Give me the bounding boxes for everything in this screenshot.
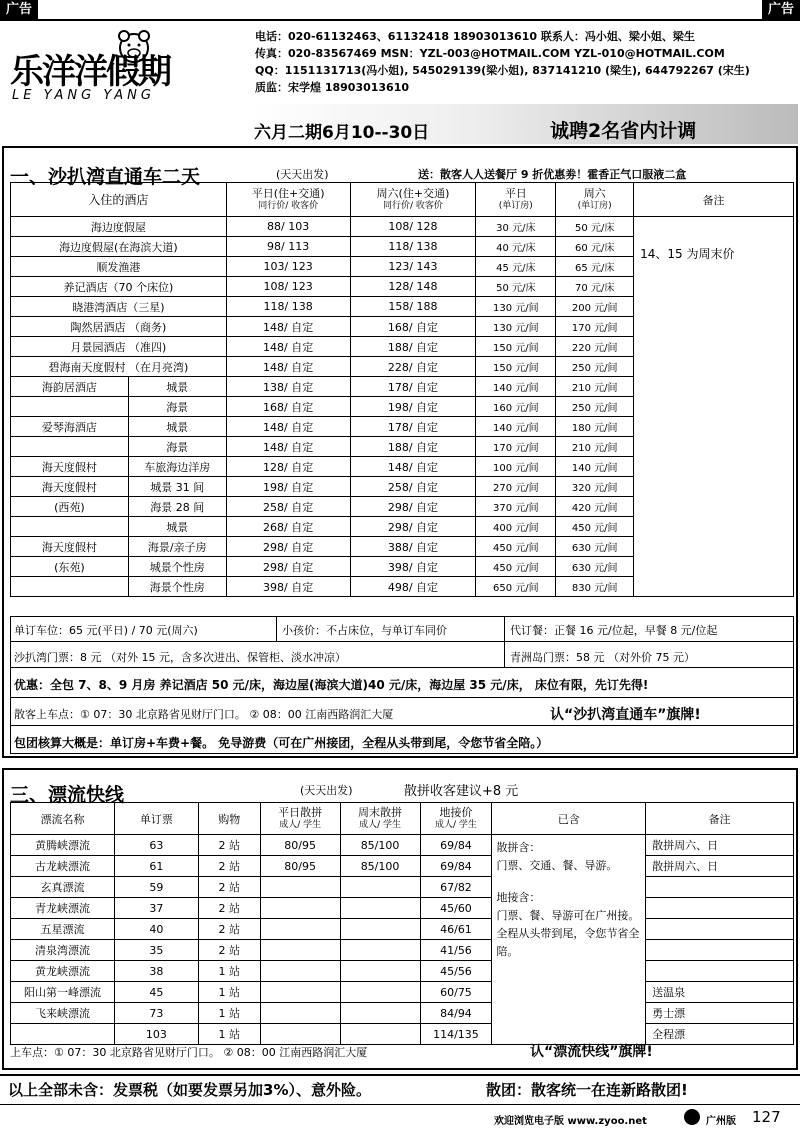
weekday-price xyxy=(260,961,340,982)
saturday-price: 258/ 自定 xyxy=(350,477,476,497)
rafting-remark xyxy=(646,898,794,919)
weekend-price: 85/100 xyxy=(340,856,420,877)
h3-name: 漂流名称 xyxy=(11,803,115,835)
saturday-room-price: 450 元/间 xyxy=(556,517,634,537)
rafting-remark xyxy=(646,877,794,898)
header-wd-room-main: 平日 xyxy=(504,186,527,200)
saturday-room-price: 210 元/间 xyxy=(556,377,634,397)
header-weekday-main: 平日(住+交通) xyxy=(251,186,325,200)
h3-local-sub: 成人/ 学生 xyxy=(435,819,477,830)
saturday-room-price: 420 元/间 xyxy=(556,497,634,517)
logo-en: LE YANG YANG xyxy=(12,88,155,103)
weekday-room-price: 45 元/床 xyxy=(476,257,556,277)
note-discount: 优惠：全包 7、8、9 月房 养记酒店 50 元/床，海边屋(海滨大道)40 元/床，海边屋 35 元/床， 床位有限，先订先得! xyxy=(14,678,649,692)
included-items xyxy=(492,835,646,1045)
weekday-room-price: 50 元/床 xyxy=(476,277,556,297)
hotel-name: 海天度假村 xyxy=(11,477,129,497)
weekday-price xyxy=(260,877,340,898)
saturday-room-price: 200 元/间 xyxy=(556,297,634,317)
h3-local xyxy=(420,803,492,835)
rafting-remark xyxy=(646,961,794,982)
saturday-price: 148/ 自定 xyxy=(350,457,476,477)
room-type: 城景个性房 xyxy=(128,557,226,577)
saturday-price: 198/ 自定 xyxy=(350,397,476,417)
weekday-room-price: 450 元/间 xyxy=(476,537,556,557)
edition-text: 广州版 xyxy=(706,1116,736,1127)
saturday-room-price: 320 元/间 xyxy=(556,477,634,497)
hotel-name: 陶然居酒店 （商务) xyxy=(11,317,227,337)
room-type: 海景 xyxy=(128,437,226,457)
saturday-price: 123/ 143 xyxy=(350,257,476,277)
saturday-price: 158/ 188 xyxy=(350,297,476,317)
header-remark: 备注 xyxy=(634,183,794,217)
weekday-room-price: 400 元/间 xyxy=(476,517,556,537)
contact-quality: 质监：宋学煌 18903013610 xyxy=(255,81,410,94)
rafting-pickup: 上车点：① 07：30 北京路省见财厅门口。 ② 08：00 江南西路润汇大厦 xyxy=(10,1046,368,1059)
rafting-remark: 勇士漂 xyxy=(646,1003,794,1024)
hotel-name: 养记酒店（70 个床位) xyxy=(11,277,227,297)
rafting-row xyxy=(11,1024,794,1045)
saturday-room-price: 140 元/间 xyxy=(556,457,634,477)
rafting-row xyxy=(11,835,794,856)
weekday-room-price: 40 元/床 xyxy=(476,237,556,257)
hotel-name xyxy=(11,397,129,417)
note-pickup: 散客上车点：① 07：30 北京路省见财厅门口。 ② 08：00 江南西路润汇大厦 xyxy=(14,708,394,721)
weekend-price xyxy=(340,1003,420,1024)
weekday-price: 118/ 138 xyxy=(226,297,350,317)
weekday-price: 98/ 113 xyxy=(226,237,350,257)
weekday-price: 398/ 自定 xyxy=(226,577,350,597)
header-saturday xyxy=(350,183,476,217)
section3-title: 三、漂流快线 xyxy=(10,784,125,806)
saturday-price: 228/ 自定 xyxy=(350,357,476,377)
local-price: 45/60 xyxy=(420,898,492,919)
header-weekday xyxy=(226,183,350,217)
rafting-name: 黄腾峡漂流 xyxy=(11,835,115,856)
rafting-row xyxy=(11,856,794,877)
rafting-remark: 散拼周六、日 xyxy=(646,835,794,856)
rafting-remark xyxy=(646,919,794,940)
contact-block xyxy=(255,28,750,96)
rafting-remark xyxy=(646,940,794,961)
edition-circle-icon xyxy=(684,1109,700,1125)
top-rule xyxy=(0,19,800,21)
rafting-name: 清泉湾漂流 xyxy=(11,940,115,961)
note-ticket: 沙扒湾门票：8 元 （对外 15 元，含多次进出、保管柜、淡水冲凉） xyxy=(14,651,346,664)
saturday-room-price: 210 元/间 xyxy=(556,437,634,457)
rafting-name: 青龙峡漂流 xyxy=(11,898,115,919)
saturday-price: 188/ 自定 xyxy=(350,337,476,357)
rafting-row xyxy=(11,961,794,982)
rafting-price-table xyxy=(10,802,794,1045)
room-type: 城景 xyxy=(128,517,226,537)
weekday-room-price: 370 元/间 xyxy=(476,497,556,517)
shopping-stops: 2 站 xyxy=(198,877,260,898)
weekday-room-price: 650 元/间 xyxy=(476,577,556,597)
header-sat-room-main: 周六 xyxy=(583,186,606,200)
local-price: 41/56 xyxy=(420,940,492,961)
saturday-room-price: 830 元/间 xyxy=(556,577,634,597)
weekday-price: 268/ 自定 xyxy=(226,517,350,537)
weekday-price: 298/ 自定 xyxy=(226,537,350,557)
hotel-name: (西苑) xyxy=(11,497,129,517)
weekday-room-price: 140 元/间 xyxy=(476,417,556,437)
rafting-name: 阳山第一峰漂流 xyxy=(11,982,115,1003)
weekday-price xyxy=(260,919,340,940)
shopping-stops: 2 站 xyxy=(198,940,260,961)
hotel-row xyxy=(11,217,794,237)
saturday-room-price: 250 元/间 xyxy=(556,357,634,377)
weekend-price xyxy=(340,919,420,940)
hotel-name: 碧海南天度假村 （在月亮湾) xyxy=(11,357,227,377)
incl-text-2: 门票、餐、导游可在广州接。全程从头带到尾，令您节省全陪。 xyxy=(496,909,640,958)
saturday-room-price: 180 元/间 xyxy=(556,417,634,437)
hotel-name: 海边度假屋 xyxy=(11,217,227,237)
room-type: 城景 xyxy=(128,377,226,397)
rafting-name: 古龙峡漂流 xyxy=(11,856,115,877)
room-type: 海景 28 间 xyxy=(128,497,226,517)
single-ticket: 45 xyxy=(114,982,198,1003)
header-weekday-sub: 同行价/ 收客价 xyxy=(258,200,319,211)
saturday-room-price: 50 元/床 xyxy=(556,217,634,237)
room-type: 城景 xyxy=(128,417,226,437)
weekday-price: 80/95 xyxy=(260,835,340,856)
incl-text-1: 门票、交通、餐、导游。 xyxy=(496,859,618,872)
saturday-price: 388/ 自定 xyxy=(350,537,476,557)
saturday-room-price: 70 元/床 xyxy=(556,277,634,297)
shopping-stops: 1 站 xyxy=(198,1003,260,1024)
saturday-price: 298/ 自定 xyxy=(350,517,476,537)
h3-weekend xyxy=(340,803,420,835)
local-price: 45/56 xyxy=(420,961,492,982)
shopping-stops: 2 站 xyxy=(198,898,260,919)
h3-weekend-sub: 成人/ 学生 xyxy=(359,819,401,830)
footer-left: 以上全部未含：发票税（如要发票另加3%）、意外险。 xyxy=(8,1081,371,1099)
divider xyxy=(504,642,505,668)
h3-weekday-sub: 成人/ 学生 xyxy=(279,819,322,830)
weekday-room-price: 130 元/间 xyxy=(476,297,556,317)
note-meal: 代订餐：正餐 16 元/位起，早餐 8 元/位起 xyxy=(510,624,718,637)
hotel-name: 晓港湾酒店（三星) xyxy=(11,297,227,317)
weekend-price xyxy=(340,877,420,898)
period-banner xyxy=(250,104,798,144)
contact-phone: 电话：020-61132463、61132418 18903013610 联系人：冯小姐、梁小姐、梁生 xyxy=(255,30,695,43)
rafting-row xyxy=(11,982,794,1003)
incl-title-2: 地接含： xyxy=(496,891,541,904)
single-ticket: 40 xyxy=(114,919,198,940)
header-weekday-room xyxy=(476,183,556,217)
weekday-price xyxy=(260,982,340,1003)
contact-fax: 传真：020-83567469 MSN：YZL-003@HOTMAIL.COM YZL-010@HOTMAIL.COM xyxy=(255,47,725,60)
saturday-room-price: 60 元/床 xyxy=(556,237,634,257)
rafting-row xyxy=(11,1003,794,1024)
note-qingzhou: 青洲岛门票：58 元 （对外价 75 元） xyxy=(510,651,695,664)
company-logo xyxy=(6,26,246,126)
weekday-room-price: 160 元/间 xyxy=(476,397,556,417)
weekend-price: 85/100 xyxy=(340,835,420,856)
saturday-price: 168/ 自定 xyxy=(350,317,476,337)
rafting-row xyxy=(11,877,794,898)
logo-text: 乐洋洋假期 xyxy=(10,52,170,92)
rafting-row xyxy=(11,898,794,919)
single-ticket: 37 xyxy=(114,898,198,919)
hotel-name xyxy=(11,437,129,457)
ad-tag-left: 广告 xyxy=(0,0,38,20)
weekday-price: 148/ 自定 xyxy=(226,437,350,457)
section-promo: 送：散客人人送餐厅 9 折优惠劵！霍香正气口服液二盒 xyxy=(418,168,687,181)
page-footer-bar xyxy=(0,1104,800,1130)
section-shabawan xyxy=(2,146,798,758)
divider xyxy=(504,616,505,642)
rafting-row xyxy=(11,919,794,940)
h3-weekday-main: 平日散拼 xyxy=(278,805,323,819)
saturday-price: 398/ 自定 xyxy=(350,557,476,577)
single-ticket: 63 xyxy=(114,835,198,856)
hotel-name: 顺发渔港 xyxy=(11,257,227,277)
weekday-price: 198/ 自定 xyxy=(226,477,350,497)
saturday-room-price: 170 元/间 xyxy=(556,317,634,337)
weekend-price xyxy=(340,961,420,982)
weekday-room-price: 130 元/间 xyxy=(476,317,556,337)
rafting-name: 玄真漂流 xyxy=(11,877,115,898)
h3-single: 单订票 xyxy=(114,803,198,835)
h3-remark: 备注 xyxy=(646,803,794,835)
weekday-price: 88/ 103 xyxy=(226,217,350,237)
rafting-remark: 散拼周六、日 xyxy=(646,856,794,877)
weekday-room-price: 30 元/床 xyxy=(476,217,556,237)
saturday-room-price: 65 元/床 xyxy=(556,257,634,277)
weekday-room-price: 140 元/间 xyxy=(476,377,556,397)
footer-exclusions xyxy=(0,1074,800,1102)
weekday-room-price: 170 元/间 xyxy=(476,437,556,457)
weekday-price: 148/ 自定 xyxy=(226,357,350,377)
single-ticket: 38 xyxy=(114,961,198,982)
header-saturday-room xyxy=(556,183,634,217)
weekday-price xyxy=(260,940,340,961)
rafting-row xyxy=(11,940,794,961)
weekday-price: 103/ 123 xyxy=(226,257,350,277)
single-ticket: 59 xyxy=(114,877,198,898)
single-ticket: 35 xyxy=(114,940,198,961)
room-type: 海景 xyxy=(128,397,226,417)
hotel-name xyxy=(11,517,129,537)
header-wd-room-sub: (单订房) xyxy=(498,200,533,211)
h3-local-main: 地接价 xyxy=(439,805,473,819)
section-frequency: (天天出发) xyxy=(276,168,329,181)
saturday-price: 188/ 自定 xyxy=(350,437,476,457)
hotel-name: 月景园酒店 （准四) xyxy=(11,337,227,357)
rafting-name: 五星漂流 xyxy=(11,919,115,940)
weekend-price xyxy=(340,940,420,961)
weekday-price: 168/ 自定 xyxy=(226,397,350,417)
shopping-stops: 1 站 xyxy=(198,961,260,982)
weekday-price xyxy=(260,1003,340,1024)
footer-right: 散团：散客统一在连新路散团! xyxy=(486,1081,688,1099)
h3-included: 已含 xyxy=(492,803,646,835)
room-type: 海景/亲子房 xyxy=(128,537,226,557)
weekday-price xyxy=(260,1024,340,1045)
section-title: 一、沙扒湾直通车二天 xyxy=(10,166,201,188)
saturday-price: 178/ 自定 xyxy=(350,377,476,397)
weekday-price: 80/95 xyxy=(260,856,340,877)
weekend-price xyxy=(340,1024,420,1045)
rafting-flag: 认“漂流快线”旗牌! xyxy=(530,1044,653,1060)
weekday-room-price: 450 元/间 xyxy=(476,557,556,577)
saturday-price: 128/ 148 xyxy=(350,277,476,297)
saturday-price: 498/ 自定 xyxy=(350,577,476,597)
shopping-stops: 2 站 xyxy=(198,835,260,856)
hotel-price-table xyxy=(10,182,794,597)
hotel-name: 海天度假村 xyxy=(11,537,129,557)
local-price: 67/82 xyxy=(420,877,492,898)
shopping-stops: 2 站 xyxy=(198,856,260,877)
hotel-name: 海边度假屋(在海滨大道) xyxy=(11,237,227,257)
note-bundle: 包团核算大概是：单订房+车费+餐。 免导游费（可在广州接团，全程从头带到尾，令您节省全陪。） xyxy=(14,736,549,750)
rafting-name xyxy=(11,1024,115,1045)
saturday-price: 178/ 自定 xyxy=(350,417,476,437)
weekday-price xyxy=(260,898,340,919)
hotel-name: 海韵居酒店 xyxy=(11,377,129,397)
single-ticket: 73 xyxy=(114,1003,198,1024)
header-sat-room-sub: (单订房) xyxy=(577,200,612,211)
weekday-room-price: 100 元/间 xyxy=(476,457,556,477)
weekday-room-price: 150 元/间 xyxy=(476,357,556,377)
rafting-remark: 全程漂 xyxy=(646,1024,794,1045)
local-price: 84/94 xyxy=(420,1003,492,1024)
weekend-price xyxy=(340,982,420,1003)
incl-title-1: 散拼含： xyxy=(496,841,541,854)
weekday-price: 148/ 自定 xyxy=(226,337,350,357)
weekday-price: 128/ 自定 xyxy=(226,457,350,477)
note-child: 小孩价：不占床位，与单订车同价 xyxy=(282,624,447,637)
rafting-name: 飞来峡漂流 xyxy=(11,1003,115,1024)
local-price: 114/135 xyxy=(420,1024,492,1045)
weekday-price: 258/ 自定 xyxy=(226,497,350,517)
weekday-price: 108/ 123 xyxy=(226,277,350,297)
shopping-stops: 2 站 xyxy=(198,919,260,940)
hotel-name: (东苑) xyxy=(11,557,129,577)
website-text: 欢迎浏览电子版 www.zyoo.net xyxy=(494,1116,647,1127)
weekday-price: 148/ 自定 xyxy=(226,417,350,437)
saturday-room-price: 630 元/间 xyxy=(556,557,634,577)
contact-qq: QQ：1151131713(冯小姐), 545029139(梁小姐), 837141210 (梁生), 644792267 (宋生) xyxy=(255,64,750,77)
saturday-price: 108/ 128 xyxy=(350,217,476,237)
saturday-room-price: 630 元/间 xyxy=(556,537,634,557)
weekday-price: 298/ 自定 xyxy=(226,557,350,577)
recruit-text: 诚聘2名省内计调 xyxy=(550,120,697,142)
section3-frequency: (天天出发) xyxy=(300,784,353,797)
note-seat: 单订车位：65 元(平日) / 70 元(周六) xyxy=(14,624,198,637)
h3-weekday xyxy=(260,803,340,835)
divider xyxy=(276,616,277,642)
page-number: 127 xyxy=(752,1108,781,1126)
section3-note: 散拼收客建议+8 元 xyxy=(404,784,519,799)
rafting-name: 黄龙峡漂流 xyxy=(11,961,115,982)
single-ticket: 103 xyxy=(114,1024,198,1045)
hotel-name xyxy=(11,577,129,597)
saturday-room-price: 250 元/间 xyxy=(556,397,634,417)
room-type: 城景 31 间 xyxy=(128,477,226,497)
h3-weekend-main: 周末散拼 xyxy=(358,805,403,819)
hotel-name: 爱琴海酒店 xyxy=(11,417,129,437)
weekday-room-price: 150 元/间 xyxy=(476,337,556,357)
weekday-price: 138/ 自定 xyxy=(226,377,350,397)
header-hotel: 入住的酒店 xyxy=(11,183,227,217)
period-text: 六月二期6月10--30日 xyxy=(254,123,430,143)
header-saturday-main: 周六(住+交通) xyxy=(376,186,450,200)
rafting-remark: 送温泉 xyxy=(646,982,794,1003)
saturday-room-price: 220 元/间 xyxy=(556,337,634,357)
single-ticket: 61 xyxy=(114,856,198,877)
section-rafting xyxy=(2,768,798,1070)
local-price: 69/84 xyxy=(420,835,492,856)
saturday-price: 298/ 自定 xyxy=(350,497,476,517)
note-flag: 认“沙扒湾直通车”旗牌! xyxy=(550,707,701,723)
weekday-room-price: 270 元/间 xyxy=(476,477,556,497)
local-price: 60/75 xyxy=(420,982,492,1003)
h3-shop: 购物 xyxy=(198,803,260,835)
shopping-stops: 1 站 xyxy=(198,982,260,1003)
weekday-price: 148/ 自定 xyxy=(226,317,350,337)
header-saturday-sub: 同行价/ 收客价 xyxy=(383,200,443,211)
hotel-name: 海天度假村 xyxy=(11,457,129,477)
shopping-stops: 1 站 xyxy=(198,1024,260,1045)
ad-tag-right: 广告 xyxy=(762,0,800,20)
weekend-price xyxy=(340,898,420,919)
section-notes xyxy=(10,616,794,756)
local-price: 69/84 xyxy=(420,856,492,877)
remark-weekend: 14、15 为周末价 xyxy=(634,217,794,597)
saturday-price: 118/ 138 xyxy=(350,237,476,257)
room-type: 海景个性房 xyxy=(128,577,226,597)
room-type: 车旅海边洋房 xyxy=(128,457,226,477)
local-price: 46/61 xyxy=(420,919,492,940)
